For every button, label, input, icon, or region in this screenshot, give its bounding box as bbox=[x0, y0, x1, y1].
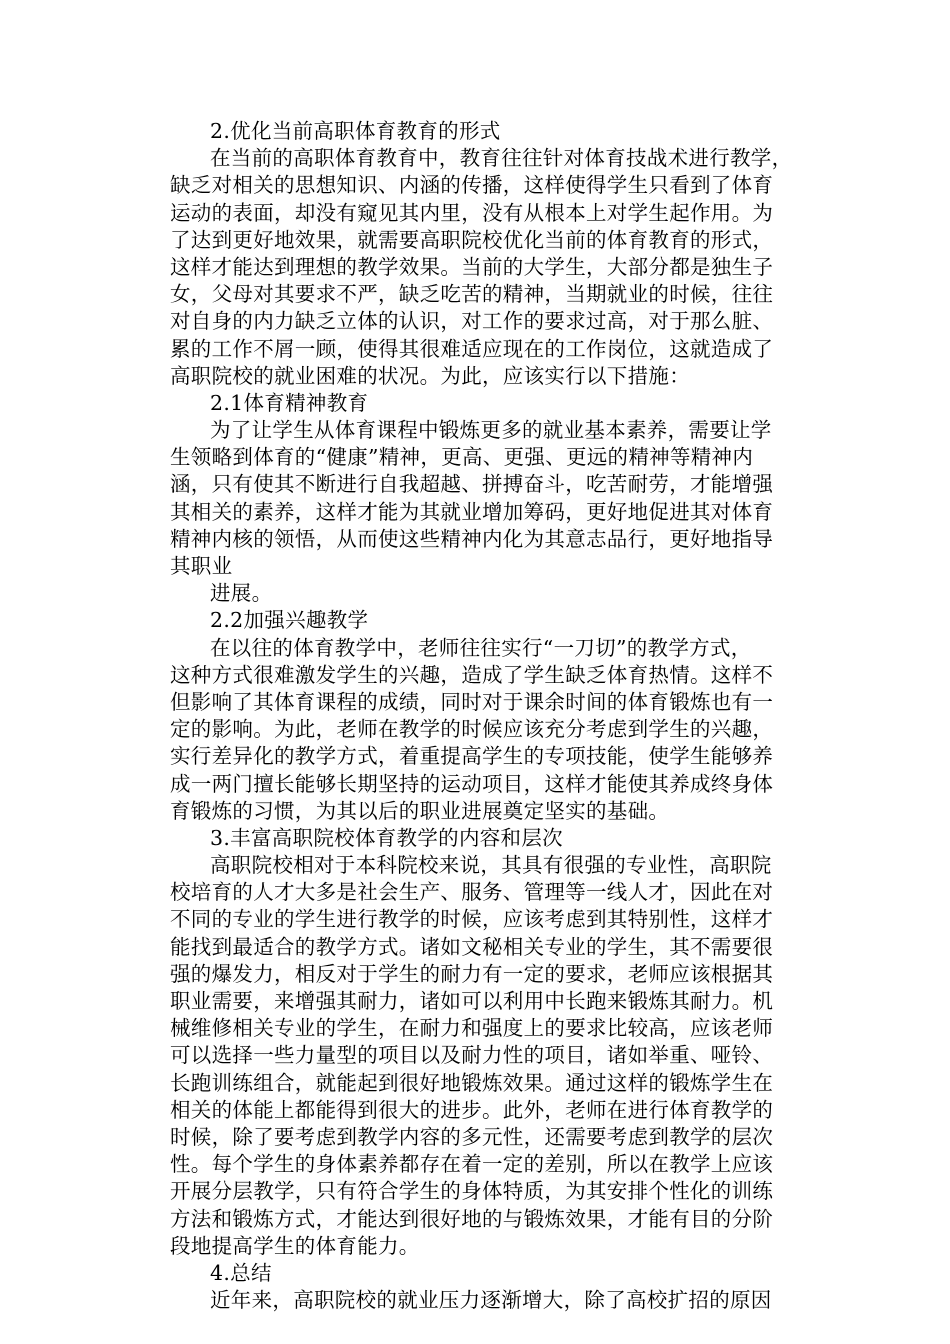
text-line: 3.丰富高职院校体育教学的内容和层次 bbox=[210, 825, 563, 850]
document-body bbox=[170, 118, 810, 1314]
text-line: 在当前的高职体育教育中，教育往往针对体育技战术进行教学， bbox=[210, 146, 793, 171]
text-line: 精神内核的领悟，从而使这些精神内化为其意志品行，更好地指导 bbox=[170, 526, 774, 551]
text-line: 方法和锻炼方式，才能达到很好地的与锻炼效果，才能有目的分阶 bbox=[170, 1206, 774, 1231]
text-line: 涵，只有使其不断进行自我超越、拼搏奋斗，吃苦耐劳，才能增强 bbox=[170, 472, 774, 497]
text-line: 职业需要，来增强其耐力，诸如可以利用中长跑来锻炼其耐力。机 bbox=[170, 989, 774, 1013]
text-line: 对自身的内力缺乏立体的认识，对工作的要求过高，对于那么脏、 bbox=[170, 309, 774, 334]
text-line: 2.2加强兴趣教学 bbox=[210, 608, 369, 633]
text-line: 进展。 bbox=[210, 581, 273, 606]
text-line: 性。每个学生的身体素养都存在着一定的差别，所以在教学上应该 bbox=[170, 1152, 774, 1177]
text-line: 长跑训练组合，就能起到很好地锻炼效果。通过这样的锻炼学生在 bbox=[170, 1070, 774, 1095]
text-line: 2.1体育精神教育 bbox=[210, 390, 369, 415]
text-line: 生领略到体育的“健康”精神，更高、更强、更远的精神等精神内 bbox=[170, 445, 754, 470]
text-line: 定的影响。为此，老师在教学的时候应该充分考虑到学生的兴趣， bbox=[170, 717, 774, 742]
text-line: 累的工作不屑一顾，使得其很难适应现在的工作岗位，这就造成了 bbox=[170, 336, 774, 361]
text-line: 但影响了其体育课程的成绩，同时对于课余时间的体育锻炼也有一 bbox=[170, 689, 774, 714]
text-line: 缺乏对相关的思想知识、内涵的传播，这样使得学生只看到了体育 bbox=[170, 173, 774, 198]
text-line: 时候，除了要考虑到教学内容的多元性，还需要考虑到教学的层次 bbox=[170, 1124, 774, 1149]
text-line: 了达到更好地效果，就需要高职院校优化当前的体育教育的形式， bbox=[170, 227, 774, 252]
text-line: 4.总结 bbox=[210, 1260, 272, 1285]
text-line: 其职业 bbox=[170, 554, 233, 578]
text-line: 在以往的体育教学中，老师往往实行“一刀切”的教学方式， bbox=[210, 635, 752, 660]
text-line: 不同的专业的学生进行教学的时候，应该考虑到其特别性，这样才 bbox=[170, 907, 774, 932]
text-line: 校培育的人才大多是社会生产、服务、管理等一线人才，因此在对 bbox=[170, 880, 774, 905]
text-line: 运动的表面，却没有窥见其内里，没有从根本上对学生起作用。为 bbox=[170, 200, 774, 225]
text-line: 开展分层教学，只有符合学生的身体特质，为其安排个性化的训练 bbox=[170, 1179, 774, 1204]
text-line: 为了让学生从体育课程中锻炼更多的就业基本素养，需要让学 bbox=[210, 418, 772, 443]
text-line: 2.优化当前高职体育教育的形式 bbox=[210, 119, 501, 143]
text-line: 其相关的素养，这样才能为其就业增加筹码，更好地促进其对体育 bbox=[170, 499, 774, 524]
text-line: 高职院校相对于本科院校来说，其具有很强的专业性，高职院 bbox=[210, 853, 772, 878]
text-line: 实行差异化的教学方式，着重提高学生的专项技能，使学生能够养 bbox=[170, 744, 774, 769]
text-line: 强的爆发力，相反对于学生的耐力有一定的要求，老师应该根据其 bbox=[170, 961, 774, 986]
text-line: 这样才能达到理想的教学效果。当前的大学生，大部分都是独生子 bbox=[170, 254, 774, 279]
text-line: 这种方式很难激发学生的兴趣，造成了学生缺乏体育热情。这样不 bbox=[170, 662, 774, 687]
text-line: 女，父母对其要求不严，缺乏吃苦的精神，当期就业的时候，往往 bbox=[170, 282, 774, 307]
text-line: 段地提高学生的体育能力。 bbox=[170, 1233, 420, 1258]
text-line: 可以选择一些力量型的项目以及耐力性的项目，诸如举重、哑铃、 bbox=[170, 1043, 774, 1068]
text-line: 相关的体能上都能得到很大的进步。此外，老师在进行体育教学的 bbox=[170, 1097, 774, 1122]
text-line: 育锻炼的习惯，为其以后的职业进展奠定坚实的基础。 bbox=[170, 798, 670, 823]
text-line: 成一两门擅长能够长期坚持的运动项目，这样才能使其养成终身体 bbox=[170, 771, 774, 796]
text-line: 械维修相关专业的学生，在耐力和强度上的要求比较高，应该老师 bbox=[170, 1016, 774, 1041]
text-line: 近年来，高职院校的就业压力逐渐增大，除了高校扩招的原因 bbox=[210, 1288, 772, 1313]
text-line: 高职院校的就业困难的状况。为此，应该实行以下措施： bbox=[170, 363, 690, 388]
text-line: 能找到最适合的教学方式。诸如文秘相关专业的学生，其不需要很 bbox=[170, 934, 774, 959]
